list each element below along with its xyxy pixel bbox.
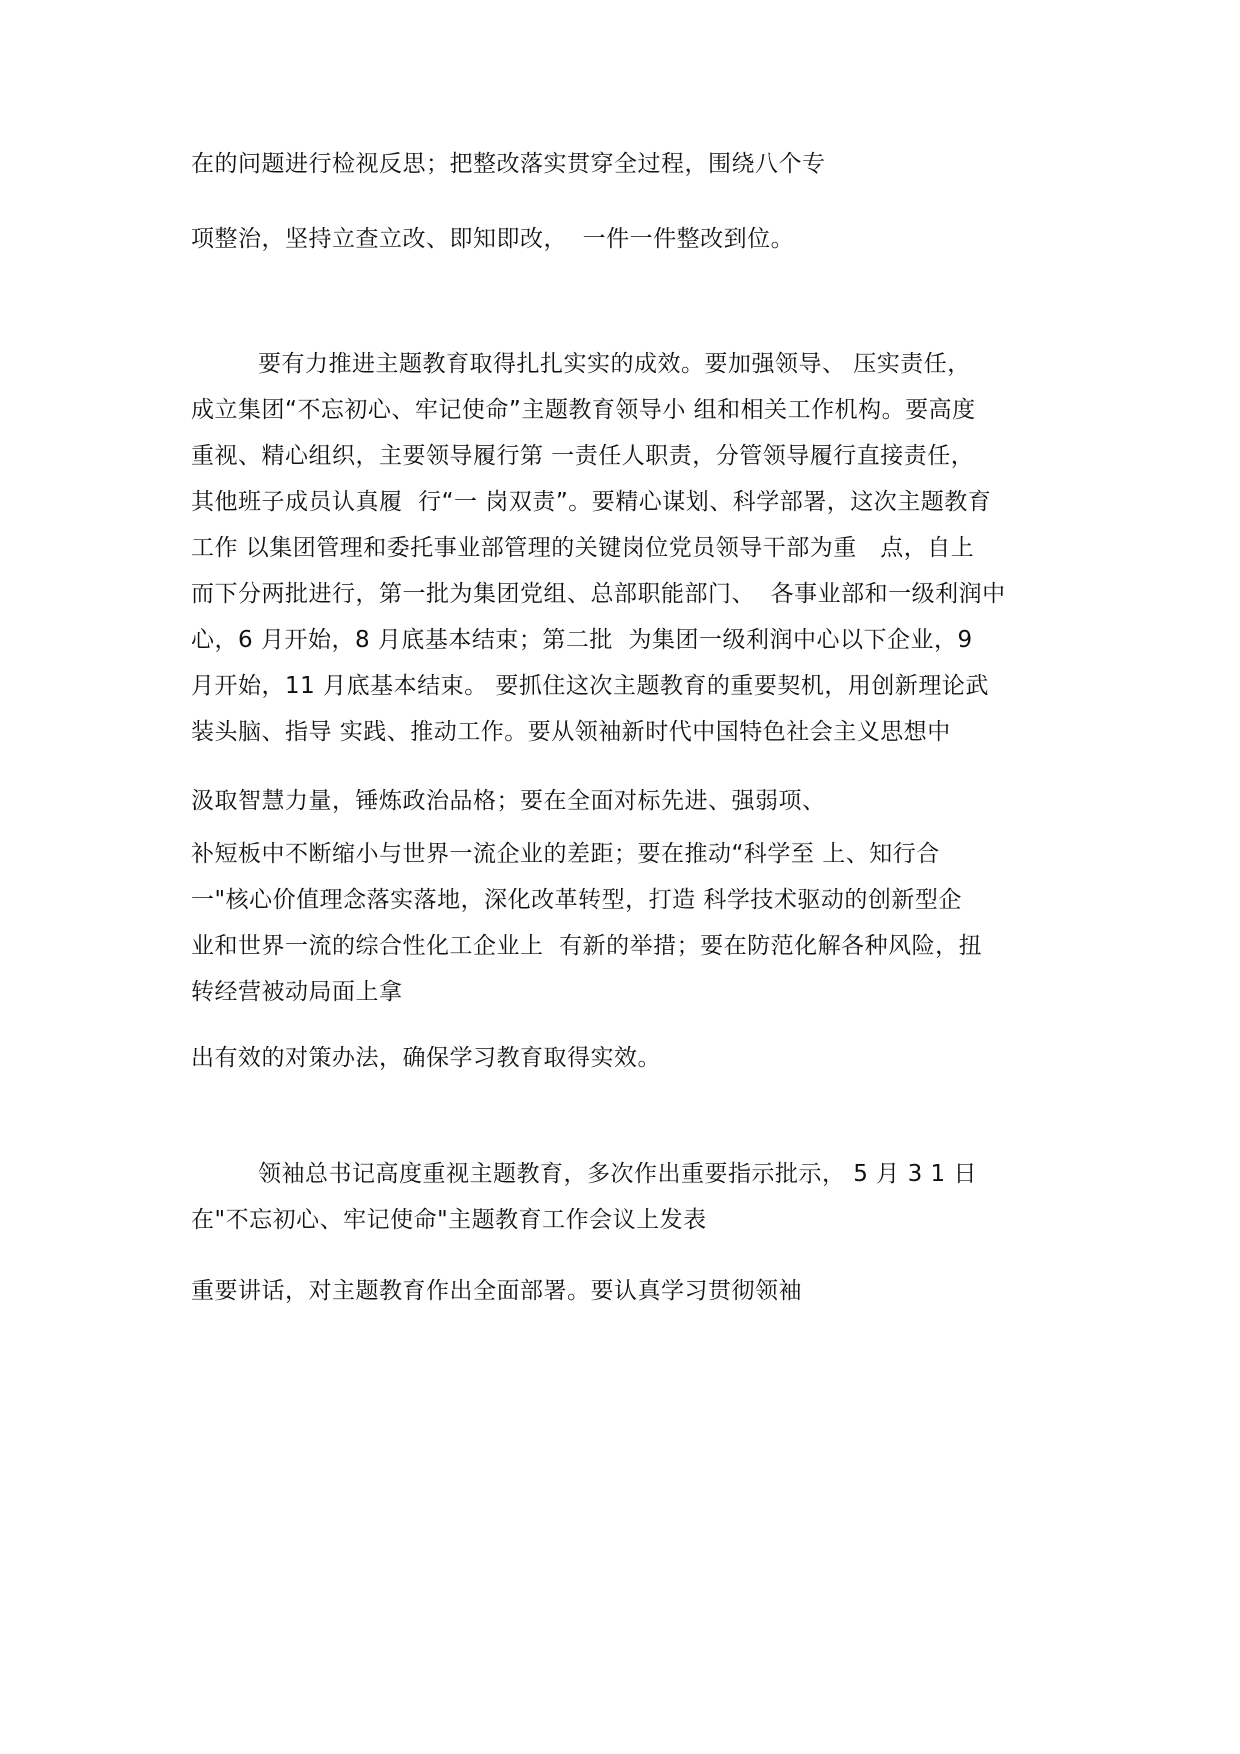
text-line: 项整治，坚持立查立改、即知即改， 一件一件整改到位。 bbox=[191, 226, 795, 252]
text-line: 其他班子成员认真履 行“一 岗双责”。要精心谋划、科学部署，这次主题教育 bbox=[191, 489, 992, 515]
paragraph-first-line: 要有力推进主题教育取得扎扎实实的成效。要加强领导、 压实责任， bbox=[258, 351, 971, 377]
text-line: 在"不忘初心、牢记使命"主题教育工作会议上发表 bbox=[191, 1207, 707, 1233]
text-line: 一"核心价值理念落实落地，深化改革转型，打造 科学技术驱动的创新型企 bbox=[191, 887, 962, 913]
text-line: 心，6 月开始，8 月底基本结束；第二批 为集团一级利润中心以下企业，9 bbox=[191, 627, 973, 653]
text-line: 汲取智慧力量，锤炼政治品格；要在全面对标先进、强弱项、 bbox=[191, 788, 826, 814]
text-line: 月开始，11 月底基本结束。 要抓住这次主题教育的重要契机，用创新理论武 bbox=[191, 673, 989, 699]
text-line: 出有效的对策办法，确保学习教育取得实效。 bbox=[191, 1045, 661, 1071]
text-line: 在的问题进行检视反思；把整改落实贯穿全过程，围绕八个专 bbox=[191, 151, 826, 177]
paragraph-first-line: 领袖总书记高度重视主题教育，多次作出重要指示批示， 5 月 3 1 日 bbox=[258, 1161, 977, 1187]
text-line: 工作 以集团管理和委托事业部管理的关键岗位党员领导干部为重 点，自上 bbox=[191, 535, 975, 561]
text-line: 重要讲话，对主题教育作出全面部署。要认真学习贯彻领袖 bbox=[191, 1278, 802, 1304]
text-line: 补短板中不断缩小与世界一流企业的差距；要在推动“科学至 上、知行合 bbox=[191, 841, 940, 867]
text-line: 而下分两批进行，第一批为集团党组、总部职能部门、 各事业部和一级利润中 bbox=[191, 581, 1006, 607]
text-line: 转经营被动局面上拿 bbox=[191, 979, 403, 1005]
text-line: 重视、精心组织，主要领导履行第 一责任人职责，分管领导履行直接责任， bbox=[191, 443, 975, 469]
text-line: 装头脑、指导 实践、推动工作。要从领袖新时代中国特色社会主义思想中 bbox=[191, 719, 951, 745]
text-line: 业和世界一流的综合性化工企业上 有新的举措；要在防范化解各种风险，扭 bbox=[191, 933, 983, 959]
text-line: 成立集团“不忘初心、牢记使命”主题教育领导小 组和相关工作机构。要高度 bbox=[191, 397, 976, 423]
